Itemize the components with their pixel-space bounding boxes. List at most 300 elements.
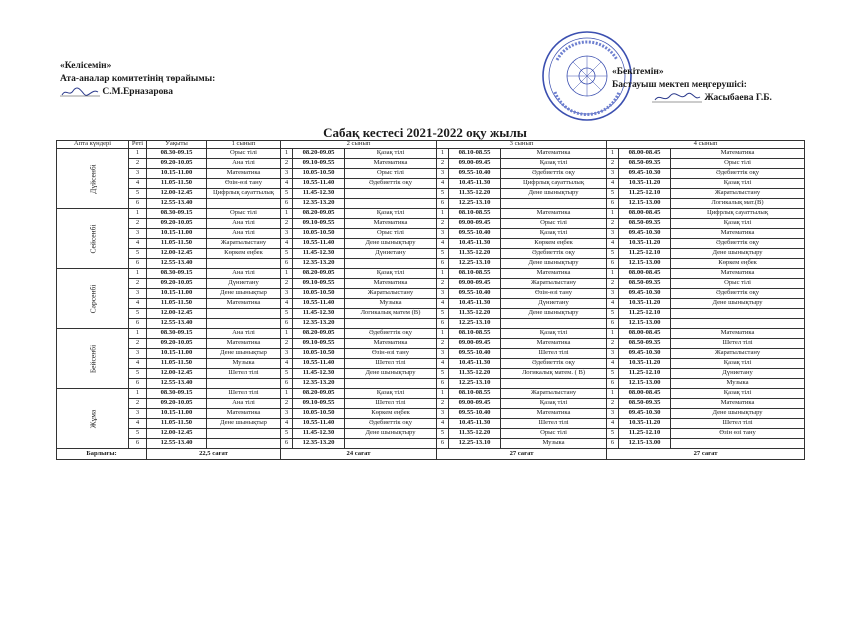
subject: Математика — [501, 209, 607, 219]
approval-block-left — [60, 60, 215, 99]
lesson-number: 4 — [281, 239, 293, 249]
column-header: Уақыты — [147, 141, 207, 149]
lesson-number: 4 — [607, 239, 619, 249]
lesson-time: 10.55-11.40 — [293, 419, 345, 429]
schedule-table — [56, 140, 804, 513]
approval-label-left: «Келісемін» — [60, 61, 112, 71]
weekday-label: Бейсенбі — [87, 344, 97, 373]
subject: Шетел тілі — [207, 389, 281, 399]
lesson-number: 5 — [129, 429, 147, 439]
subject: Цифрлық сауаттылық — [207, 189, 281, 199]
lesson-number: 6 — [437, 439, 449, 449]
table-row — [57, 419, 805, 429]
subject: Орыс тілі — [345, 169, 437, 179]
lesson-number: 5 — [437, 369, 449, 379]
subject: Дене шынықтыру — [501, 189, 607, 199]
subject: Математика — [501, 149, 607, 159]
column-header: Апта күндері — [57, 141, 129, 149]
lesson-number: 6 — [281, 199, 293, 209]
lesson-number: 4 — [129, 299, 147, 309]
lesson-number: 2 — [607, 279, 619, 289]
subject: Әдебиеттік оқу — [345, 329, 437, 339]
lesson-number: 4 — [129, 179, 147, 189]
lesson-number: 6 — [129, 259, 147, 269]
lesson-time: 11.05-11.50 — [147, 359, 207, 369]
subject: Математика — [345, 339, 437, 349]
subject: Дүниетану — [671, 369, 805, 379]
head-teacher-name: Жасыбаева Г.Б. — [704, 93, 772, 104]
lesson-time: 10.15-11.00 — [147, 289, 207, 299]
lesson-time: 11.05-11.50 — [147, 299, 207, 309]
lesson-number: 5 — [129, 189, 147, 199]
subject: Дене шынықтыру — [345, 429, 437, 439]
subject: Ана тілі — [207, 219, 281, 229]
lesson-number: 6 — [281, 319, 293, 329]
subject: Қазақ тілі — [671, 179, 805, 189]
subject: Цифрлық сауаттылық — [501, 179, 607, 189]
lesson-time: 08.50-09.35 — [619, 219, 671, 229]
lesson-number: 3 — [129, 229, 147, 239]
lesson-time: 10.45-11.30 — [449, 179, 501, 189]
lesson-time: 11.25-12.10 — [619, 249, 671, 259]
table-row — [57, 399, 805, 409]
subject: Дене шынықтыру — [345, 239, 437, 249]
subject: Көркем еңбек — [671, 259, 805, 269]
lesson-number: 6 — [129, 199, 147, 209]
lesson-number: 6 — [129, 439, 147, 449]
lesson-time: 08.20-09.05 — [293, 149, 345, 159]
table-row — [57, 339, 805, 349]
subject: Математика — [501, 409, 607, 419]
subject — [207, 319, 281, 329]
lesson-number: 5 — [607, 369, 619, 379]
lesson-time: 12.35-13.20 — [293, 199, 345, 209]
subject: Ана тілі — [207, 269, 281, 279]
weekday-cell — [57, 149, 129, 209]
header-row — [57, 141, 805, 149]
lesson-number: 4 — [281, 359, 293, 369]
lesson-time: 11.35-12.20 — [449, 369, 501, 379]
lesson-time: 08.50-09.35 — [619, 399, 671, 409]
subject: Қазақ тілі — [345, 389, 437, 399]
lesson-time: 10.35-11.20 — [619, 179, 671, 189]
subject: Музыка — [207, 359, 281, 369]
subject: Қазақ тілі — [671, 389, 805, 399]
lesson-number: 2 — [129, 159, 147, 169]
lesson-number: 2 — [129, 219, 147, 229]
lesson-time: 11.05-11.50 — [147, 179, 207, 189]
lesson-time: 10.45-11.30 — [449, 239, 501, 249]
lesson-time: 08.10-08.55 — [449, 389, 501, 399]
subject: Әдебиеттік оқу — [501, 169, 607, 179]
subject: Дене шынықтыр — [207, 349, 281, 359]
subject: Жаратылыстану — [345, 289, 437, 299]
lesson-time: 09.55-10.40 — [449, 349, 501, 359]
subject — [671, 319, 805, 329]
subject: Жаратылыстану — [207, 239, 281, 249]
lesson-time: 10.35-11.20 — [619, 419, 671, 429]
lesson-time: 09.00-09.45 — [449, 219, 501, 229]
subject: Өзін-өзі тану — [345, 349, 437, 359]
lesson-time: 10.15-11.00 — [147, 409, 207, 419]
subject — [207, 379, 281, 389]
table-row — [57, 309, 805, 319]
committee-chair-line — [60, 86, 215, 99]
lesson-number: 3 — [281, 229, 293, 239]
lesson-number: 6 — [607, 439, 619, 449]
lesson-number: 6 — [607, 379, 619, 389]
subject: Шетел тілі — [501, 419, 607, 429]
lesson-time: 09.10-09.55 — [293, 339, 345, 349]
lesson-time: 12.35-13.20 — [293, 259, 345, 269]
table-row — [57, 189, 805, 199]
subject: Математика — [207, 339, 281, 349]
lesson-number: 6 — [437, 319, 449, 329]
lesson-number: 4 — [437, 239, 449, 249]
column-header: 3 сынып — [437, 141, 607, 149]
column-header: Реті — [129, 141, 147, 149]
signature-image-right — [652, 92, 702, 104]
lesson-number: 3 — [281, 289, 293, 299]
lesson-number: 1 — [607, 389, 619, 399]
lesson-time: 12.00-12.45 — [147, 249, 207, 259]
subject — [207, 199, 281, 209]
lesson-number: 1 — [437, 389, 449, 399]
lesson-number: 1 — [281, 269, 293, 279]
lesson-number: 2 — [607, 159, 619, 169]
lesson-number: 6 — [607, 259, 619, 269]
lesson-time: 08.50-09.35 — [619, 279, 671, 289]
table-row — [57, 259, 805, 269]
subject: Математика — [671, 399, 805, 409]
lesson-number: 3 — [607, 229, 619, 239]
lesson-number: 2 — [281, 279, 293, 289]
subject — [207, 259, 281, 269]
lesson-number: 3 — [607, 409, 619, 419]
weekday-label: Дүйсенбі — [87, 163, 97, 194]
table-row — [57, 379, 805, 389]
lesson-time: 11.05-11.50 — [147, 239, 207, 249]
lesson-number: 5 — [607, 189, 619, 199]
lesson-time: 12.25-13.10 — [449, 259, 501, 269]
lesson-time: 08.20-09.05 — [293, 329, 345, 339]
lesson-number: 2 — [607, 339, 619, 349]
lesson-number: 4 — [281, 179, 293, 189]
lesson-time: 08.30-09.15 — [147, 149, 207, 159]
subject — [501, 379, 607, 389]
subject: Әдебиеттік оқу — [501, 359, 607, 369]
table-row — [57, 289, 805, 299]
lesson-number: 6 — [129, 319, 147, 329]
lesson-time: 11.25-12.10 — [619, 369, 671, 379]
table-row — [57, 149, 805, 159]
lesson-number: 2 — [437, 219, 449, 229]
subject: Қазақ тілі — [345, 209, 437, 219]
lesson-time: 09.20-10.05 — [147, 279, 207, 289]
lesson-time: 08.30-09.15 — [147, 389, 207, 399]
lesson-time: 11.25-12.10 — [619, 429, 671, 439]
lesson-time: 09.45-10.30 — [619, 409, 671, 419]
table-row — [57, 409, 805, 419]
lesson-number: 3 — [607, 169, 619, 179]
table-row — [57, 169, 805, 179]
lesson-number: 2 — [281, 339, 293, 349]
subject: Математика — [671, 229, 805, 239]
table-row — [57, 369, 805, 379]
lesson-time: 11.25-12.10 — [619, 309, 671, 319]
subject: Орыс тілі — [501, 219, 607, 229]
lesson-number: 6 — [437, 379, 449, 389]
lesson-time: 08.20-09.05 — [293, 209, 345, 219]
lesson-time: 12.55-13.40 — [147, 319, 207, 329]
lesson-time: 12.25-13.10 — [449, 199, 501, 209]
subject: Математика — [501, 339, 607, 349]
subject — [345, 199, 437, 209]
table-row — [57, 209, 805, 219]
subject — [671, 439, 805, 449]
table-row — [57, 239, 805, 249]
lesson-number: 2 — [129, 399, 147, 409]
subject: Жаратылыстану — [671, 349, 805, 359]
subject: Дене шынықтыру — [671, 409, 805, 419]
table-row — [57, 429, 805, 439]
subject: Әдебиеттік оқу — [345, 419, 437, 429]
subject: Қазақ тілі — [501, 159, 607, 169]
subject: Қазақ тілі — [671, 219, 805, 229]
subject: Ана тілі — [207, 399, 281, 409]
table-row — [57, 159, 805, 169]
lesson-number: 6 — [281, 379, 293, 389]
lesson-number: 3 — [129, 169, 147, 179]
totals-label: Барлығы: — [57, 449, 147, 460]
subject: Шетел тілі — [207, 369, 281, 379]
lesson-time: 10.05-10.50 — [293, 409, 345, 419]
lesson-number: 2 — [129, 339, 147, 349]
subject — [501, 199, 607, 209]
subject: Математика — [501, 269, 607, 279]
subject — [207, 309, 281, 319]
weekday-cell — [57, 269, 129, 329]
lesson-time: 12.25-13.10 — [449, 439, 501, 449]
lesson-number: 2 — [281, 219, 293, 229]
lesson-time: 12.35-13.20 — [293, 379, 345, 389]
lesson-number: 5 — [281, 249, 293, 259]
subject: Қазақ тілі — [345, 149, 437, 159]
table-row — [57, 319, 805, 329]
lesson-number: 5 — [437, 429, 449, 439]
subject: Өзін-өзі тану — [501, 289, 607, 299]
subject: Математика — [345, 219, 437, 229]
lesson-time: 12.00-12.45 — [147, 309, 207, 319]
lesson-time: 12.15-13.00 — [619, 259, 671, 269]
subject — [345, 379, 437, 389]
lesson-time: 10.35-11.20 — [619, 299, 671, 309]
lesson-number: 6 — [281, 259, 293, 269]
subject: Логикалық матем (В) — [345, 309, 437, 319]
lesson-time: 12.35-13.20 — [293, 319, 345, 329]
lesson-number: 1 — [281, 389, 293, 399]
lesson-number: 1 — [437, 329, 449, 339]
lesson-number: 1 — [437, 209, 449, 219]
totals-row — [57, 449, 805, 460]
subject: Өзін өзі тану — [671, 429, 805, 439]
weekday-cell — [57, 329, 129, 389]
lesson-number: 5 — [129, 249, 147, 259]
lesson-time: 08.00-08.45 — [619, 209, 671, 219]
subject: Әдебиеттік оқу — [671, 169, 805, 179]
approval-label-right: «Бекітемін» — [612, 67, 664, 77]
lesson-number: 3 — [607, 349, 619, 359]
lesson-number: 5 — [437, 249, 449, 259]
committee-chair-name: С.М.Ерназарова — [102, 87, 174, 98]
lesson-time: 08.00-08.45 — [619, 389, 671, 399]
lesson-number: 2 — [281, 399, 293, 409]
lesson-time: 09.20-10.05 — [147, 159, 207, 169]
lesson-time: 10.15-11.00 — [147, 349, 207, 359]
lesson-time: 10.55-11.40 — [293, 239, 345, 249]
subject: Музыка — [345, 299, 437, 309]
subject: Қазақ тілі — [501, 329, 607, 339]
table-row — [57, 349, 805, 359]
schedule-grid — [56, 140, 805, 460]
lesson-time: 08.00-08.45 — [619, 329, 671, 339]
table-row — [57, 199, 805, 209]
subject: Математика — [345, 279, 437, 289]
table-row — [57, 279, 805, 289]
page-title: Сабақ кестесі 2021-2022 оқу жылы — [323, 125, 527, 140]
subject: Көркем еңбек — [345, 409, 437, 419]
subject: Көркем еңбек — [501, 239, 607, 249]
subject: Дүниетану — [345, 249, 437, 259]
lesson-time: 09.20-10.05 — [147, 399, 207, 409]
subject: Шетел тілі — [501, 349, 607, 359]
lesson-number: 2 — [437, 279, 449, 289]
lesson-time: 11.35-12.20 — [449, 189, 501, 199]
lesson-time: 12.25-13.10 — [449, 319, 501, 329]
subject: Әдебиеттік оқу — [671, 289, 805, 299]
lesson-number: 3 — [437, 349, 449, 359]
lesson-number: 4 — [437, 179, 449, 189]
table-row — [57, 249, 805, 259]
lesson-number: 6 — [281, 439, 293, 449]
lesson-number: 6 — [607, 319, 619, 329]
lesson-time: 09.00-09.45 — [449, 279, 501, 289]
lesson-time: 10.35-11.20 — [619, 239, 671, 249]
lesson-time: 08.50-09.35 — [619, 159, 671, 169]
lesson-time: 08.50-09.35 — [619, 339, 671, 349]
subject: Дүниетану — [207, 279, 281, 289]
lesson-number: 6 — [607, 199, 619, 209]
lesson-time: 12.00-12.45 — [147, 429, 207, 439]
table-row — [57, 439, 805, 449]
lesson-time: 08.10-08.55 — [449, 209, 501, 219]
lesson-number: 3 — [129, 349, 147, 359]
lesson-time: 09.10-09.55 — [293, 219, 345, 229]
lesson-time: 12.15-13.00 — [619, 379, 671, 389]
lesson-time: 09.55-10.40 — [449, 169, 501, 179]
subject: Әдебиеттік оқу — [501, 249, 607, 259]
lesson-number: 3 — [129, 409, 147, 419]
subject: Музыка — [501, 439, 607, 449]
lesson-number: 5 — [437, 309, 449, 319]
subject: Ана тілі — [207, 229, 281, 239]
lesson-number: 2 — [281, 159, 293, 169]
subject: Қазақ тілі — [671, 359, 805, 369]
table-row — [57, 219, 805, 229]
lesson-time: 08.20-09.05 — [293, 269, 345, 279]
lesson-time: 10.55-11.40 — [293, 359, 345, 369]
lesson-number: 2 — [437, 339, 449, 349]
lesson-time: 09.10-09.55 — [293, 399, 345, 409]
subject: Орыс тілі — [345, 229, 437, 239]
lesson-time: 10.05-10.50 — [293, 289, 345, 299]
lesson-time: 09.45-10.30 — [619, 169, 671, 179]
lesson-time: 09.55-10.40 — [449, 229, 501, 239]
lesson-time: 11.45-12.30 — [293, 309, 345, 319]
subject: Орыс тілі — [501, 429, 607, 439]
column-header: 4 сынып — [607, 141, 805, 149]
subject: Өзін-өзі тану — [207, 179, 281, 189]
lesson-number: 4 — [607, 299, 619, 309]
subject: Ана тілі — [207, 159, 281, 169]
lesson-time: 11.45-12.30 — [293, 189, 345, 199]
lesson-number: 5 — [129, 309, 147, 319]
subject — [345, 259, 437, 269]
lesson-time: 11.35-12.20 — [449, 429, 501, 439]
lesson-number: 1 — [437, 269, 449, 279]
lesson-number: 5 — [281, 429, 293, 439]
lesson-number: 6 — [437, 259, 449, 269]
table-row — [57, 299, 805, 309]
subject: Математика — [671, 149, 805, 159]
weekday-label: Сейсенбі — [87, 223, 97, 254]
lesson-number: 4 — [281, 299, 293, 309]
subject: Логикалық мат.(В) — [671, 199, 805, 209]
committee-chair-title: Ата-аналар комитетінің төрайымы: — [60, 74, 216, 84]
subject: Математика — [671, 269, 805, 279]
lesson-time: 09.45-10.30 — [619, 349, 671, 359]
subject: Жаратылыстану — [671, 189, 805, 199]
lesson-time: 12.25-13.10 — [449, 379, 501, 389]
lesson-time: 09.10-09.55 — [293, 159, 345, 169]
subject: Математика — [671, 329, 805, 339]
table-row — [57, 389, 805, 399]
lesson-number: 5 — [607, 429, 619, 439]
subject: Логикалық матем. ( В) — [501, 369, 607, 379]
weekday-cell — [57, 209, 129, 269]
lesson-time: 09.00-09.45 — [449, 399, 501, 409]
lesson-number: 1 — [437, 149, 449, 159]
subject: Математика — [207, 409, 281, 419]
column-header: 2 сынып — [281, 141, 437, 149]
subject: Шетел тілі — [671, 419, 805, 429]
total-hours-grade2: 24 сағат — [281, 449, 437, 460]
subject — [501, 319, 607, 329]
lesson-time: 09.00-09.45 — [449, 339, 501, 349]
subject: Шетел тілі — [671, 339, 805, 349]
lesson-time: 12.55-13.40 — [147, 439, 207, 449]
lesson-number: 4 — [129, 419, 147, 429]
lesson-number: 1 — [281, 149, 293, 159]
lesson-number: 5 — [437, 189, 449, 199]
lesson-time: 09.20-10.05 — [147, 219, 207, 229]
lesson-number: 4 — [437, 299, 449, 309]
lesson-time: 09.45-10.30 — [619, 289, 671, 299]
lesson-time: 12.55-13.40 — [147, 379, 207, 389]
lesson-time: 09.10-09.55 — [293, 279, 345, 289]
lesson-time: 08.10-08.55 — [449, 149, 501, 159]
subject — [345, 189, 437, 199]
